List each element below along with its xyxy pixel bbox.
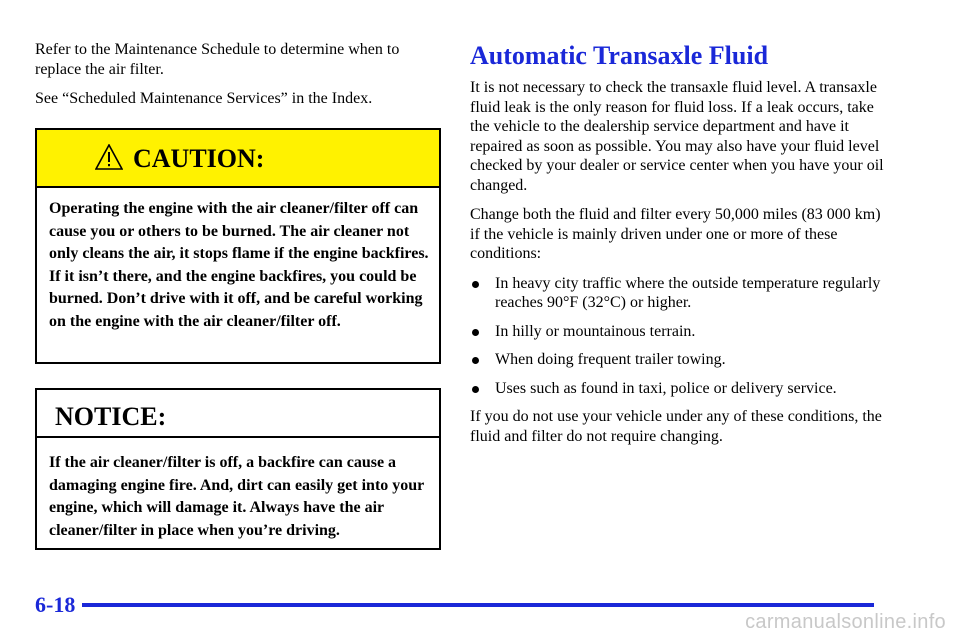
notice-header <box>37 390 439 438</box>
no-change-paragraph: If you do not use your vehicle under any of these conditions, the fluid and filter do not require changing. <box>470 408 882 445</box>
section-heading: Automatic Transaxle Fluid <box>470 41 769 70</box>
watermark: carmanualsonline.info <box>745 611 946 633</box>
bullet-icon <box>472 329 479 336</box>
notice-text: If the air cleaner/filter is off, a backfire can cause a damaging engine fire. And, dirt can easily get into your engine, which will damage it. Always have the air cleaner/filter in place when you’re driving. <box>49 454 424 539</box>
footer-divider <box>82 603 874 607</box>
air-filter-paragraph: Refer to the Maintenance Schedule to determine when to replace the air filter. <box>35 41 400 78</box>
bullet-icon <box>472 281 479 288</box>
list-item: Uses such as found in taxi, police or delivery service. <box>470 379 890 399</box>
fluid-check-paragraph: It is not necessary to check the transaxle fluid level. A transaxle fluid leak is the only reason for fluid loss. If a leak occurs, take the vehicle to the dealership service department and have it repaired as soon as possible. You may also have your fluid level checked by your dealer or service center when you have your oil changed. <box>470 79 884 194</box>
change-interval-paragraph: Change both the fluid and filter every 50,000 miles (83 000 km) if the vehicle is mainly driven under one or more of these conditions: <box>470 206 881 262</box>
bullet-icon <box>472 357 479 364</box>
notice-box <box>35 388 441 550</box>
index-reference-paragraph: See “Scheduled Maintenance Services” in the Index. <box>35 90 373 107</box>
bullet-icon <box>472 386 479 393</box>
caution-title: CAUTION: <box>133 144 265 173</box>
notice-title: NOTICE: <box>55 402 167 431</box>
list-item: In hilly or mountainous terrain. <box>470 322 890 342</box>
list-item: When doing frequent trailer towing. <box>470 350 890 370</box>
list-item: In heavy city traffic where the outside temperature regularly reaches 90°F (32°C) or higher. <box>470 274 890 313</box>
caution-text: Operating the engine with the air cleaner/filter off can cause you or others to be burned. The air cleaner not only cleans the air, it stops flame if the engine backfires. If it isn’t there, and the engine backfires, you could be burned. Don’t drive with it off, and be careful working on the engine with the air cleaner/filter off. <box>49 200 429 330</box>
warning-triangle-icon <box>95 144 123 170</box>
left-column <box>35 40 441 119</box>
page-number: 6-18 <box>35 592 76 617</box>
conditions-list <box>470 274 890 399</box>
caution-header <box>37 130 439 188</box>
right-column <box>470 40 890 456</box>
caution-box <box>35 128 441 364</box>
